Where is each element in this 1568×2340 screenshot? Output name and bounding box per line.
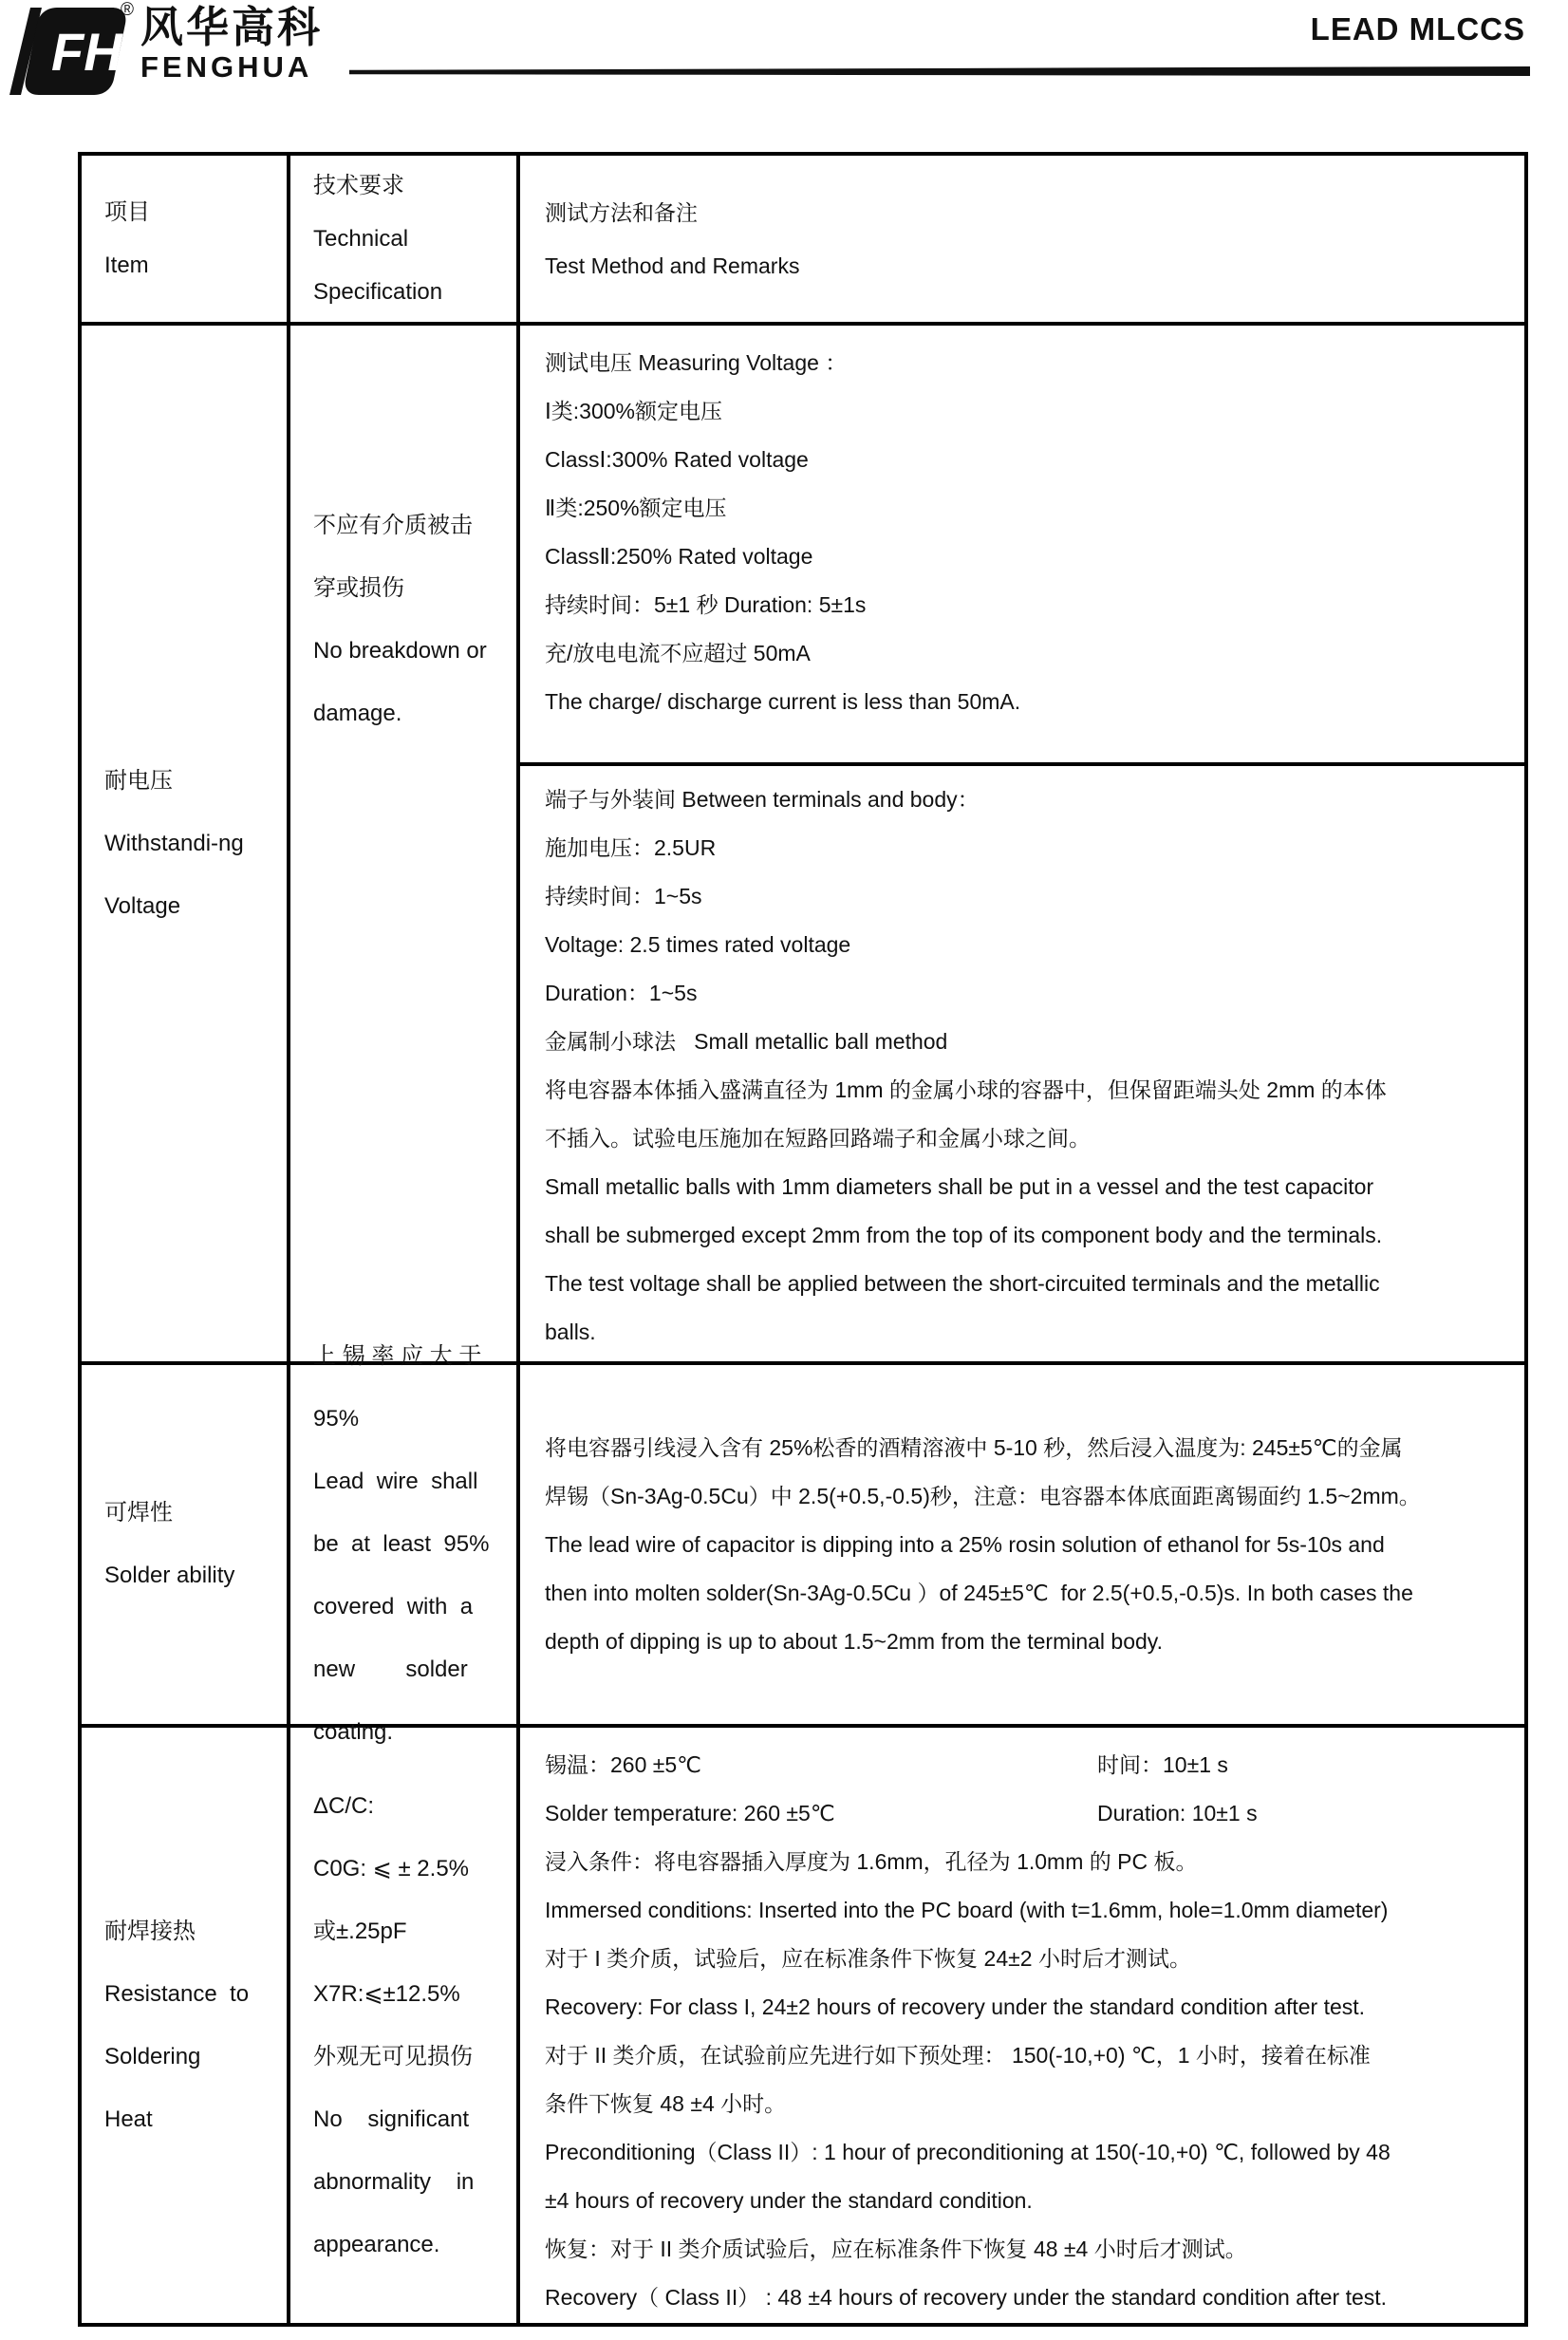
text-line: X7R:⩽±12.5% — [313, 1980, 460, 2007]
svg-text:FH: FH — [51, 22, 122, 82]
text-line: 可焊性 — [104, 1500, 173, 1526]
solder-ability-method-cell — [520, 1365, 1524, 1724]
withstanding-voltage-spec-cell — [290, 326, 520, 1361]
solder-ability-spec-cell — [290, 1343, 520, 1745]
text-line: balls. — [545, 1320, 596, 1344]
text-line: coating. — [313, 1719, 394, 1745]
text-line: Ⅰ类:300%额定电压 — [545, 399, 722, 423]
text-line: C0G: ⩽ ± 2.5% — [313, 1855, 470, 1881]
text-line: Ⅱ类:250%额定电压 — [545, 496, 727, 520]
text-line: 耐电压 — [104, 767, 173, 794]
text-line: ClassⅡ:250% Rated voltage — [545, 544, 813, 569]
text-line: damage. — [313, 701, 402, 726]
text-line: 或±.25pF — [313, 1918, 407, 1944]
text-line: 不插入。试验电压施加在短路回路端子和金属小球之间。 — [545, 1126, 1091, 1151]
text-line: shall be submerged except 2mm from the top of its component body and the terminals. — [545, 1223, 1383, 1247]
text-line: 穿或损伤 — [313, 575, 404, 601]
text-line: 95% — [313, 1406, 360, 1432]
table-header-row — [82, 156, 1524, 322]
text-line: 对于 II 类介质，在试验前应先进行如下预处理： 150(-10,+0) ℃，1 小时，接着在标准 — [545, 2043, 1371, 2068]
soldering-heat-method-lines — [545, 1838, 1507, 2322]
text-line: 将电容器引线浸入含有 25%松香的酒精溶液中 5-10 秒，然后浸入温度为: 245±5℃的金属 — [545, 1434, 1403, 1460]
duration-en: Duration: 10±1 s — [1097, 1801, 1258, 1825]
text-line: Technical — [313, 225, 409, 252]
terminals-body-subcell — [520, 762, 1524, 1361]
table-row-resistance-soldering-heat — [82, 1724, 1524, 2323]
text-line: be at least 95% — [313, 1531, 490, 1557]
text-line: No significant — [313, 2106, 470, 2132]
text-line: Heat — [104, 2106, 153, 2132]
fenghua-logo — [8, 4, 129, 103]
soldering-heat-spec-cell — [290, 1728, 520, 2323]
text-line: depth of dipping is up to about 1.5~2mm from the terminal body. — [545, 1628, 1163, 1654]
header-spec-cell — [290, 156, 520, 322]
text-line: No breakdown or — [313, 638, 487, 664]
text-line: 焊锡（Sn-3Ag-0.5Cu）中 2.5(+0.5,-0.5)秒，注意：电容器本体底面距离锡面约 1.5~2mm。 — [545, 1483, 1421, 1508]
page-title: LEAD MLCCS — [1310, 11, 1525, 47]
text-line: 项目 — [104, 198, 150, 225]
header-divider — [349, 66, 1530, 76]
text-line: Small metallic balls with 1mm diameters shall be put in a vessel and the test capacitor — [545, 1174, 1374, 1199]
text-line: 外观无可见损伤 — [313, 2043, 473, 2069]
text-line: Soldering — [104, 2043, 201, 2069]
text-line: 对于 I 类介质，试验后，应在标准条件下恢复 24±2 小时后才测试。 — [545, 1946, 1191, 1971]
soldering-heat-method-cell — [520, 1728, 1524, 2323]
text-line: 金属制小球法 Small metallic ball method — [545, 1029, 948, 1054]
text-line: Specification — [313, 278, 443, 305]
text-line: 不应有介质被击 — [313, 513, 473, 538]
solder-temp-duration-line-cn — [545, 1741, 1507, 1789]
registered-trademark-mark: ® — [121, 0, 134, 20]
spec-table — [78, 152, 1528, 2327]
text-line: 测试电压 Measuring Voltage ： — [545, 350, 848, 375]
text-line: 恢复：对于 II 类介质试验后，应在标准条件下恢复 48 ±4 小时后才测试。 — [545, 2237, 1247, 2261]
text-line: Recovery: For class I, 24±2 hours of recovery under the standard condition after test. — [545, 1994, 1366, 2019]
text-line: Voltage — [104, 892, 181, 919]
text-line: ΔC/C: — [313, 1792, 375, 1819]
text-line: Recovery（ Class II） : 48 ±4 hours of recovery under the standard condition after test. — [545, 2285, 1388, 2310]
fenghua-logo-icon — [8, 4, 129, 99]
text-line: 条件下恢复 48 ±4 小时。 — [545, 2091, 787, 2116]
text-line: Item — [104, 252, 149, 278]
text-line: covered with a — [313, 1594, 474, 1619]
solder-temp-duration-line-en — [545, 1789, 1507, 1838]
measuring-voltage-subcell — [520, 326, 1524, 762]
text-line: 测试方法和备注 — [545, 199, 698, 225]
text-line: then into molten solder(Sn-3Ag-0.5Cu ）of 245±5℃ for 2.5(+0.5,-0.5)s. In both cases the — [545, 1580, 1413, 1605]
text-line: 耐焊接热 — [104, 1918, 196, 1944]
withstanding-voltage-item-cell — [82, 326, 290, 1361]
text-line: appearance. — [313, 2231, 440, 2257]
text-line: 充/放电电流不应超过 50mA — [545, 641, 811, 665]
table-row-withstanding-voltage — [82, 322, 1524, 1361]
solder-temp-en: Solder temperature: 260 ±5℃ — [545, 1801, 835, 1825]
soldering-heat-item-cell — [82, 1728, 290, 2323]
duration-cn: 时间：10±1 s — [1097, 1752, 1228, 1777]
text-line: Withstandi-ng — [104, 830, 244, 856]
text-line: Resistance to — [104, 1980, 250, 2007]
text-line: Voltage: 2.5 times rated voltage — [545, 932, 851, 957]
text-line: 上 锡 率 应 大 于 — [313, 1343, 482, 1369]
text-line: Solder ability — [104, 1563, 235, 1588]
text-line: Preconditioning（Class II）: 1 hour of preconditioning at 150(-10,+0) ℃, followed by 48 — [545, 2140, 1391, 2164]
text-line: The lead wire of capacitor is dipping into a 25% rosin solution of ethanol for 5s-10s and — [545, 1531, 1385, 1557]
solder-ability-item-cell — [82, 1365, 290, 1724]
logo-name-chinese: 风华高科 — [140, 3, 324, 51]
header-method-cell — [520, 156, 1524, 322]
table-row-solder-ability — [82, 1343, 1524, 1745]
text-line: Test Method and Remarks — [545, 253, 800, 278]
text-line: Duration：1~5s — [545, 981, 698, 1005]
text-line: new solder — [313, 1657, 468, 1682]
solder-temp-cn: 锡温：260 ±5℃ — [545, 1752, 702, 1777]
text-line: Immersed conditions: Inserted into the PC board (with t=1.6mm, hole=1.0mm diameter) — [545, 1898, 1389, 1922]
text-line: Lead wire shall — [313, 1469, 478, 1494]
header-item-cell — [82, 156, 290, 322]
logo-name-english: FENGHUA — [140, 50, 313, 84]
text-line: 持续时间：1~5s — [545, 884, 702, 908]
text-line: 端子与外装间 Between terminals and body： — [545, 787, 980, 812]
text-line: 持续时间：5±1 秒 Duration: 5±1s — [545, 592, 867, 617]
text-line: 将电容器本体插入盛满直径为 1mm 的金属小球的容器中，但保留距端头处 2mm 的本体 — [545, 1077, 1387, 1102]
text-line: ClassⅠ:300% Rated voltage — [545, 447, 809, 472]
text-line: 浸入条件：将电容器插入厚度为 1.6mm，孔径为 1.0mm 的 PC 板。 — [545, 1849, 1198, 1874]
text-line: 施加电压：2.5UR — [545, 835, 717, 860]
text-line: The test voltage shall be applied between the short-circuited terminals and the metallic — [545, 1271, 1380, 1296]
text-line: ±4 hours of recovery under the standard condition. — [545, 2188, 1033, 2213]
text-line: 技术要求 — [313, 172, 404, 198]
text-line: The charge/ discharge current is less than 50mA. — [545, 689, 1021, 714]
text-line: abnormality in — [313, 2168, 475, 2195]
withstanding-voltage-method-cell — [520, 326, 1524, 1361]
logo-text — [140, 4, 323, 84]
